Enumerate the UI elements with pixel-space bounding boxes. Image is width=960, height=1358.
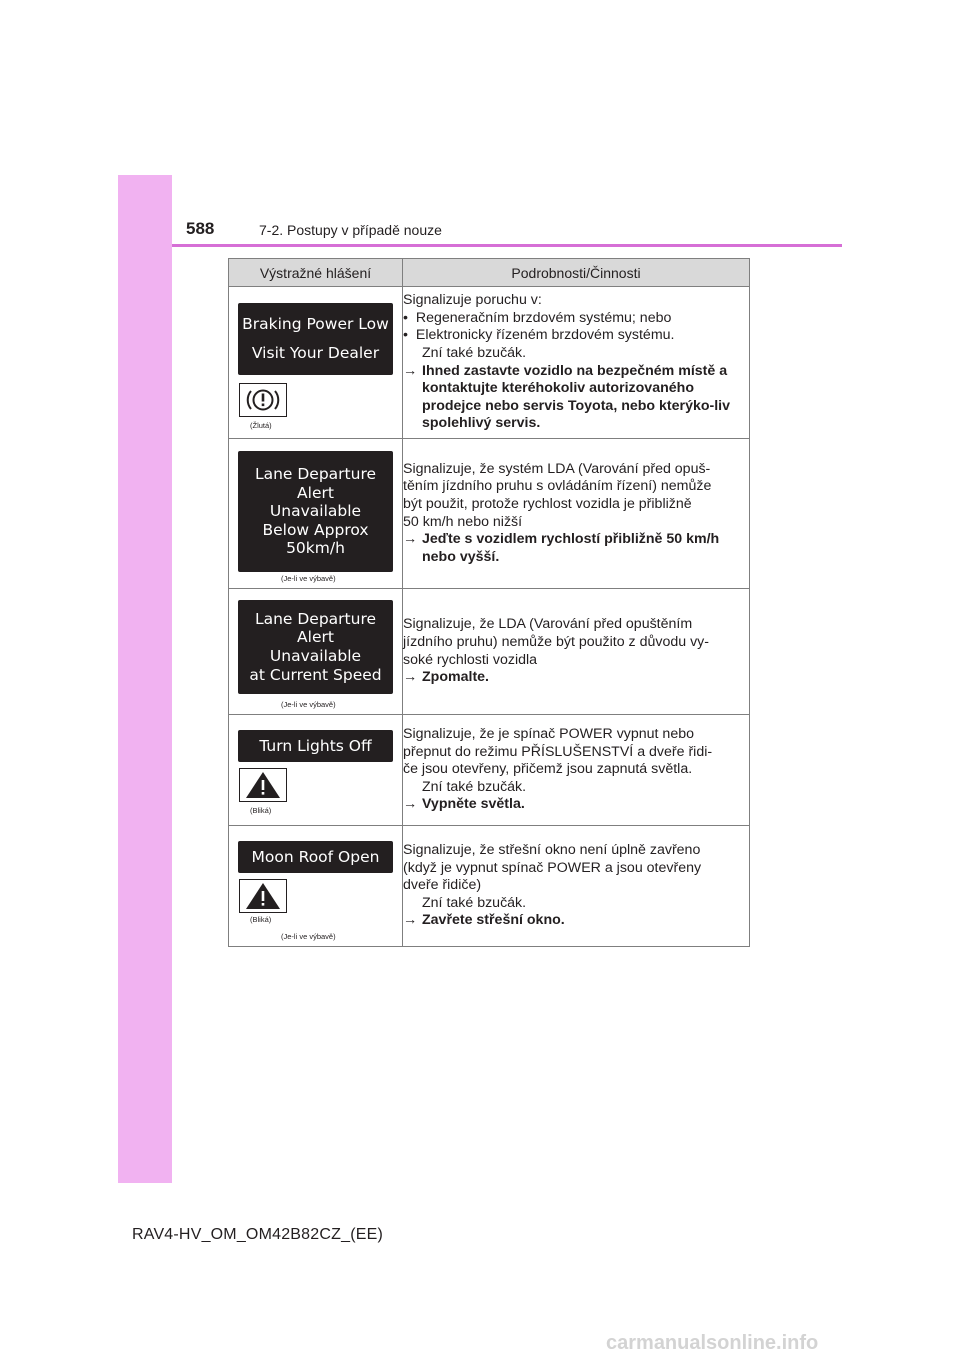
details-cell bbox=[403, 287, 750, 439]
chapter-sidebar-tab bbox=[118, 175, 172, 1183]
display-line: at Current Speed bbox=[249, 665, 382, 684]
bullet-item: • Regeneračním brzdovém systému; nebo bbox=[403, 309, 672, 326]
warning-cell bbox=[229, 439, 403, 589]
warning-cell bbox=[229, 826, 403, 947]
details-text: če jsou otevřeny, přičemž jsou zapnutá světla. bbox=[403, 761, 693, 778]
warning-cell bbox=[229, 715, 403, 826]
page-number: 588 bbox=[186, 219, 215, 238]
display-line: Moon Roof Open bbox=[251, 847, 380, 866]
buzzer-note: Zní také bzučák. bbox=[422, 344, 527, 361]
details-cell bbox=[403, 715, 750, 826]
brake-warning-icon bbox=[239, 383, 287, 417]
table-row bbox=[229, 439, 750, 589]
equipment-caption: (Je-li ve výbavě) bbox=[281, 700, 336, 709]
buzzer-note: Zní také bzučák. bbox=[422, 894, 527, 911]
action-text: → Ihned zastavte vozidlo na bezpečném místě a kontaktujte kteréhokoliv autorizovaného prodejce nebo servis Toyota, nebo kterýko-liv spolehlivý servis. bbox=[403, 362, 731, 432]
display-message bbox=[238, 841, 393, 873]
indicator-caption: (Bliká) bbox=[250, 806, 272, 815]
display-line: Unavailable bbox=[269, 502, 362, 521]
table-row bbox=[229, 287, 750, 439]
action-text: → Jeďte s vozidlem rychlostí přibližně 50 km/h nebo vyšší. bbox=[403, 531, 720, 565]
display-message bbox=[238, 451, 393, 572]
display-message bbox=[238, 600, 393, 694]
master-warning-triangle-icon bbox=[239, 879, 287, 913]
warning-message-table bbox=[228, 258, 750, 947]
table-row bbox=[229, 826, 750, 947]
details-text: Signalizuje poruchu v: bbox=[403, 292, 542, 309]
display-message bbox=[238, 730, 393, 762]
details-cell bbox=[403, 439, 750, 589]
details-text: 50 km/h nebo nižší bbox=[403, 513, 523, 530]
section-title: 7-2. Postupy v případě nouze bbox=[259, 222, 442, 238]
display-line: 50km/h bbox=[286, 539, 345, 558]
details-text: těním jízdního pruhu s ovládáním řízení) nemůže bbox=[403, 478, 712, 495]
header-rule bbox=[172, 244, 842, 247]
buzzer-note: Zní také bzučák. bbox=[422, 778, 527, 795]
table-row bbox=[229, 715, 750, 826]
details-text: soké rychlosti vozidla bbox=[403, 651, 538, 668]
display-line: Alert bbox=[297, 628, 334, 647]
details-text: dveře řidiče) bbox=[403, 877, 482, 894]
watermark: carmanualsonline.info bbox=[606, 1332, 819, 1354]
display-line: Braking Power Low bbox=[242, 315, 389, 334]
document-code: RAV4-HV_OM_OM42B82CZ_(EE) bbox=[132, 1226, 383, 1243]
column-header-warning: Výstražné hlášení bbox=[229, 259, 403, 287]
equipment-caption: (Je-li ve výbavě) bbox=[281, 932, 336, 941]
display-line: Lane Departure bbox=[254, 465, 377, 484]
details-cell bbox=[403, 589, 750, 715]
action-text: → Vypněte světla. bbox=[403, 796, 525, 813]
display-line: Unavailable bbox=[269, 647, 362, 665]
bullet-item: • Elektronicky řízeném brzdovém systému. bbox=[403, 327, 675, 344]
action-text: → Zavřete střešní okno. bbox=[403, 912, 565, 929]
details-text: (když je vypnut spínač POWER a jsou otevřeny bbox=[403, 859, 702, 876]
details-text: přepnut do režimu PŘÍSLUŠENSTVÍ a dveře řidi- bbox=[403, 743, 713, 760]
details-cell bbox=[403, 826, 750, 947]
details-text: jízdního pruhu) nemůže být použito z důvodu vy- bbox=[403, 633, 709, 650]
indicator-caption: (Žlutá) bbox=[250, 421, 272, 430]
details-text: Signalizuje, že střešní okno není úplně zavřeno bbox=[403, 842, 701, 859]
display-line: Visit Your Dealer bbox=[251, 344, 380, 362]
display-message bbox=[238, 303, 393, 375]
column-header-details: Podrobnosti/Činnosti bbox=[403, 259, 750, 287]
master-warning-triangle-icon bbox=[239, 768, 287, 802]
table-row bbox=[229, 589, 750, 715]
details-text: Signalizuje, že je spínač POWER vypnut nebo bbox=[403, 726, 694, 743]
details-text: být použit, protože rychlost vozidla je přibližně bbox=[403, 495, 692, 512]
action-text: → Zpomalte. bbox=[403, 669, 490, 686]
display-line: Below Approx bbox=[262, 520, 369, 539]
display-line: Alert bbox=[297, 483, 334, 502]
warning-cell bbox=[229, 287, 403, 439]
indicator-caption: (Bliká) bbox=[250, 915, 272, 924]
details-text: Signalizuje, že LDA (Varování před opuštěním bbox=[403, 616, 693, 633]
table-header-row bbox=[229, 259, 750, 287]
display-line: Turn Lights Off bbox=[259, 736, 372, 755]
warning-cell bbox=[229, 589, 403, 715]
equipment-caption: (Je-li ve výbavě) bbox=[281, 574, 336, 583]
display-line: Lane Departure bbox=[254, 609, 377, 628]
details-text: Signalizuje, že systém LDA (Varování před opuš- bbox=[403, 460, 711, 477]
